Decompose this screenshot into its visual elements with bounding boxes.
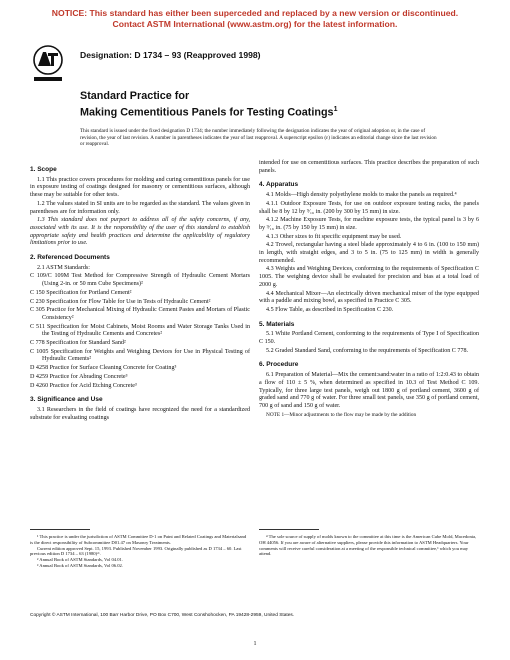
title-main: Making Cementitious Panels for Testing Coatings <box>80 106 334 119</box>
footnote: ³ Annual Book of ASTM Standards, Vol 06.02. <box>37 562 123 568</box>
title-footnote-mark: 1 <box>333 106 338 113</box>
paragraph: 4.1 Molds—High density polyethylene molds to make the panels as required.⁴ <box>266 192 457 199</box>
paragraph: 1.1 This practice covers procedures for molding and curing cementitious panels for use in exposure testing of coatings designed for masonry or cementitious surfaces, although these may be suitable for other tests. <box>30 176 250 199</box>
designation: Designation: D 1734 – 93 (Reapproved 1998) <box>80 50 261 60</box>
reference-item: D 4258 Practice for Surface Cleaning Concrete for Coating³ <box>30 365 177 372</box>
paragraph: 5.2 Graded Standard Sand, conforming to the requirements of Specification C 778. <box>266 347 469 354</box>
notice-line-1: NOTICE: This standard has either been superceded and replaced by a new version or discontinued. <box>51 8 459 18</box>
footnote: Current edition approved Sept. 15, 1993. Published November 1993. Originally published as D 1734 – 60. Last previous edition D 1734 – 63 (1980)ᵋ¹. <box>30 545 242 557</box>
reference-item: C 109/C 109M Test Method for Compressive Strength of Hydraulic Cement Mortars (Using 2-in. or 50 mm Cube Specimens)² <box>30 273 250 288</box>
title-block <box>80 90 337 120</box>
reference-item: C 230 Specification for Flow Table for Use in Tests of Hydraulic Cement² <box>30 298 211 305</box>
title-line-1: Standard Practice for <box>80 90 190 102</box>
paragraph: 4.4 Mechanical Mixer—An electrically driven mechanical mixer of the type equipped with a paddle and mixing bowl, as specified in Practice C 305. <box>259 290 479 305</box>
footnotes-right <box>259 534 479 557</box>
page-number: 1 <box>253 641 257 647</box>
notice-banner <box>0 8 510 30</box>
section-heading: 4. Apparatus <box>259 181 299 189</box>
paragraph: 4.3 Weights and Weighing Devices, conforming to the requirements of Specification C 1005. The weighing device shall be evaluated for precision and bias at a total load of 2000 g. <box>259 266 479 288</box>
paragraph: 1.3 This standard does not purport to address all of the safety concerns, if any, associated with its use. It is the responsibility of the user of this standard to establish appropriate safety and health practices and determine the applicability of regulatory limitations prior to use. <box>30 217 250 247</box>
paragraph: 3.1 Researchers in the field of coatings have recognized the need for a standardized substrate for evaluating coatings <box>30 406 250 421</box>
reference-item: C 305 Practice for Mechanical Mixing of Hydraulic Cement Pastes and Mortars of Plastic Consistency² <box>30 307 250 321</box>
reference-item: C 778 Specification for Standard Sand² <box>30 340 126 347</box>
note: NOTE 1—Minor adjustments to the flow may be made by the addition <box>266 411 417 418</box>
section-heading: 3. Significance and Use <box>30 396 103 404</box>
reference-item: C 511 Specification for Moist Cabinets, Moist Rooms and Water Storage Tanks Used in the Testing of Hydraulic Cements and Concretes² <box>30 323 250 338</box>
paragraph: 4.2 Trowel, rectangular having a steel blade approximately 4 to 6 in. (100 to 150 mm) in length, with straight edges, and 3 to 5 in. (75 to 125 mm) in width is generally recommended. <box>259 242 479 264</box>
paragraph: 1.2 The values stated in SI units are to be regarded as the standard. The values given in parentheses are for information only. <box>30 200 250 215</box>
paragraph: 5.1 White Portland Cement, conforming to the requirements of Type I of Specification C 150. <box>259 331 479 346</box>
footnote-divider <box>259 529 319 530</box>
paragraph: intended for use on cementitious surfaces. This practice describes the preparation of such panels. <box>259 160 479 174</box>
standard-note: This standard is issued under the fixed designation D 1734; the number immediately following the designation indicates the year of original adoption or, in the case of revision, the year of last revision. A number in parentheses indicates the year of last reapproval. A superscript epsilon (ε) indicates an editorial change since the last revision or reapproval. <box>80 128 437 148</box>
right-column <box>259 160 479 420</box>
notice-line-2: Contact ASTM International (www.astm.org) for the latest information. <box>112 19 398 29</box>
paragraph: 4.1.1 Outdoor Exposure Tests, for use on outdoor exposure testing racks, the panels shall be 8 by 12 by ⁹⁄₁₆ in. (200 by 300 by 15 mm) in size. <box>259 200 479 215</box>
footnote: ⁴ The sole source of supply of molds known to the committee at this time is the American Cube Mold, Macedonia, OH 44056. If you are aware of alternative suppliers, please provide this information to ASTM Headquarters. Your comments will receive careful consideration at a meeting of the responsible technical committee,¹ which you may attend. <box>259 534 477 557</box>
paragraph: 4.1.2 Machine Exposure Tests, for machine exposure tests, the typical panel is 3 by 6 by ⁹⁄₁₆ in. (75 by 150 by 15 mm) in size. <box>259 217 479 231</box>
section-heading: 5. Materials <box>259 320 295 328</box>
left-column <box>30 160 250 423</box>
reference-item: C 1005 Specification for Weights and Weighing Devices for Use in Physical Testing of Hydraulic Cements² <box>30 348 250 363</box>
reference-item: C 150 Specification for Portland Cement² <box>30 289 132 296</box>
footnote-divider <box>30 529 90 530</box>
paragraph: 2.1 ASTM Standards: <box>37 264 90 271</box>
footnote: ¹ This practice is under the jurisdiction of ASTM Committee D-1 on Paint and Related Coatings and Materialsand is the direct responsibility of Subcommittee D01.47 on Masonry Treatments. <box>30 534 247 545</box>
astm-logo-icon <box>30 44 66 84</box>
paragraph: 6.1 Preparation of Material—Mix the cement:sand:water in a ratio of 1:2:0.43 to obtain a flow of 110 ± 5 %, when determined as specified in 10.3 of Test Method C 109. Typically, for three large test panels, weigh out 1800 g of portland cement, 3600 g of graded sand and 770 g of water. For three small test panels, use 350 g of portland cement, 700 g of sand and 150 g of water. <box>259 372 479 409</box>
section-heading: 2. Referenced Documents <box>30 254 110 262</box>
title-line-2 <box>80 103 337 120</box>
footnotes-left <box>30 534 250 569</box>
reference-item: D 4260 Practice for Acid Etching Concrete³ <box>30 382 137 389</box>
paragraph: 4.5 Flow Table, as described in Specification C 230. <box>266 306 394 313</box>
paragraph: 4.1.3 Other sizes to fit specific equipment may be used. <box>266 233 402 240</box>
section-heading: 1. Scope <box>30 166 57 173</box>
reference-item: D 4259 Practice for Abrading Concrete³ <box>30 373 128 380</box>
footnote: ² Annual Book of ASTM Standards, Vol 04.01. <box>37 557 123 563</box>
copyright: Copyright © ASTM International, 100 Barr Harbor Drive, PO Box C700, West Conshohocken, PA 19428-2959, United States. <box>30 613 295 618</box>
section-heading: 6. Procedure <box>259 361 299 369</box>
